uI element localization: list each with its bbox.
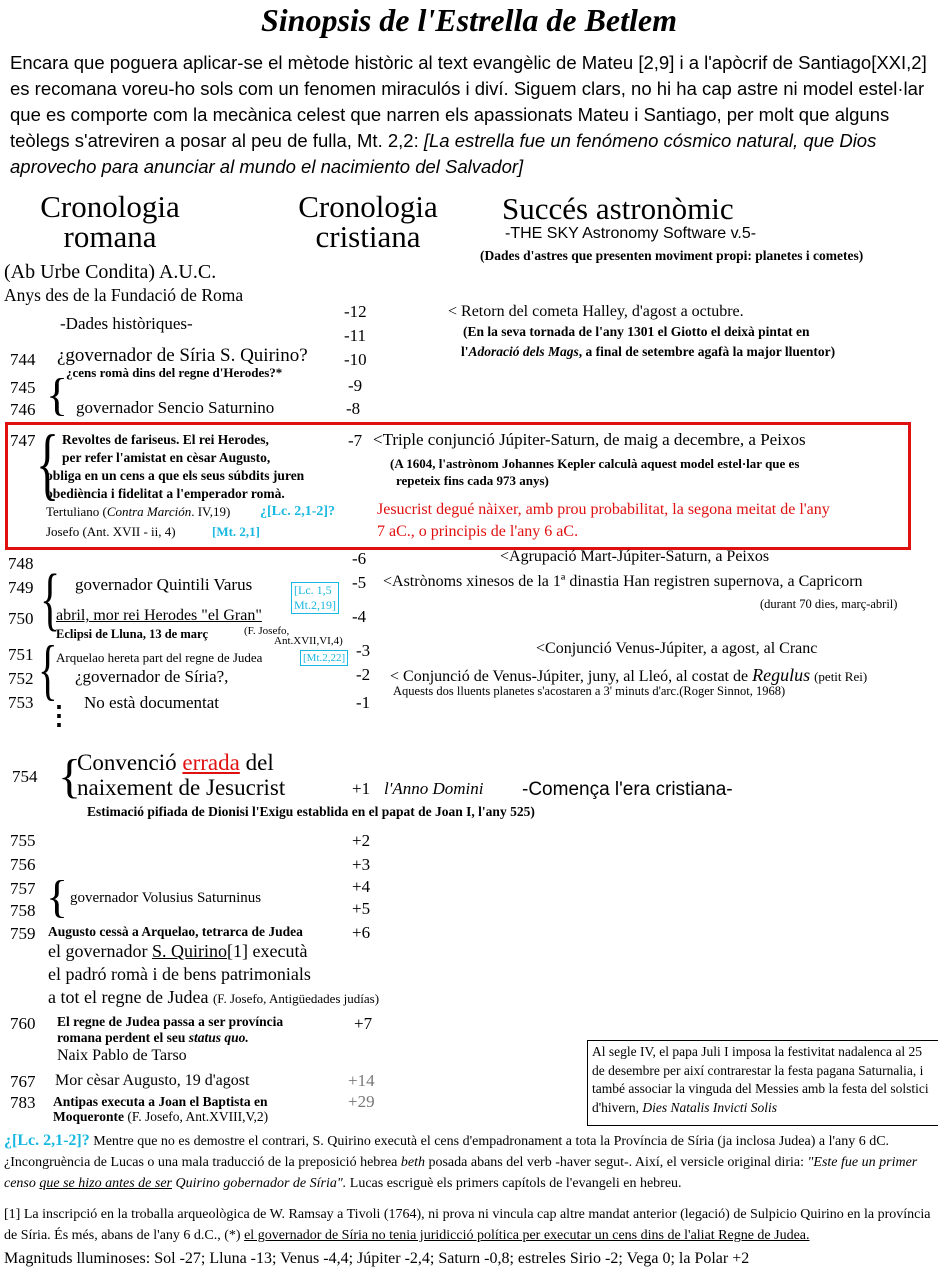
jesus-birth-note xyxy=(377,499,830,543)
intro-paragraph xyxy=(10,50,935,180)
year-c5: -5 xyxy=(352,573,367,592)
provincia-2b: status quo. xyxy=(188,1030,249,1045)
revoltes-line-2: per refer l'amistat en cèsar Augusto, xyxy=(62,450,271,465)
kepler-note-2: repeteix fins cada 973 anys) xyxy=(396,473,549,488)
year-p5: +5 xyxy=(352,899,371,918)
varus-label: governador Quintili Varus xyxy=(75,575,253,594)
year-751: 751 xyxy=(8,645,34,664)
lc-ref-question: ¿[Lc. 2,1-2]? xyxy=(260,504,336,519)
year-747: 747 xyxy=(10,431,36,450)
gov-quirino-a: el governador xyxy=(48,941,148,961)
convencio-a: Convenció xyxy=(77,750,177,775)
sencio-saturnino: governador Sencio Saturnino xyxy=(76,398,275,417)
year-c8: -8 xyxy=(346,399,361,418)
arquelao-cessa: Augusto cessà a Arquelao, tetrarca de Judea xyxy=(48,924,303,939)
era-cristiana: -Comença l'era cristiana- xyxy=(522,779,733,800)
astro-note: (Dades d'astres que presenten moviment propi: planetes i cometes) xyxy=(480,248,864,263)
halley-note-1: (En la seva tornada de l'any 1301 el Giotto el deixà pintat en xyxy=(463,324,810,339)
footer-quote-a: "Este fue un primer censo xyxy=(4,1155,918,1191)
year-c3: -3 xyxy=(356,641,371,660)
footer-beth: beth xyxy=(400,1155,425,1170)
dots-marker: ⋮ xyxy=(46,701,72,730)
footer-n1-star: (*) xyxy=(224,1228,241,1243)
footer-p1c: Lucas escriguè els primers capítols de l'evangeli en hebreu. xyxy=(349,1176,682,1191)
brace-757-758: { xyxy=(46,871,69,922)
revoltes-line-4: obediència i fidelitat a l'emperador romà. xyxy=(46,486,285,501)
eclipsi-label: Eclipsi de Lluna, 13 de març xyxy=(56,627,209,641)
provincia-2a: romana perdent el seu xyxy=(57,1030,186,1045)
year-746: 746 xyxy=(10,400,36,419)
petit-rei-label: (petit Rei) xyxy=(814,669,868,684)
christian-header xyxy=(288,189,448,254)
year-745: 745 xyxy=(10,378,36,397)
errada-label: errada xyxy=(182,750,240,775)
year-767: 767 xyxy=(10,1072,36,1091)
footer-lc-tag: ¿[Lc. 2,1-2]? xyxy=(4,1132,90,1149)
antipas-2a: Moqueronte xyxy=(53,1109,124,1124)
year-c10: -10 xyxy=(344,350,367,369)
jesus-birth-line-1: Jesucrist degué nàixer, amb prou probabilitat, la segona meitat de l'any xyxy=(377,501,830,518)
venus-jupiter-lleo xyxy=(390,665,867,686)
year-758: 758 xyxy=(10,901,36,920)
provincia-1: El regne de Judea passa a ser província xyxy=(57,1014,284,1029)
year-750: 750 xyxy=(8,609,34,628)
tertuliano-ref xyxy=(46,504,230,520)
year-p7: +7 xyxy=(354,1014,373,1033)
year-757: 757 xyxy=(10,879,36,898)
intro-text: Encara que poguera aplicar-se el mètode històric al text evangèlic de Mateu [2,9] i a l'apòcrif de Santiago[XXI,2] es recomana voreu-ho sols com un fenomen miraculós i diví. Siguem clars, no hi ha cap astre ni model estel·lar que es comporte com la mecànica celest que narren els apassionats Mateu i Santiago, per molt que alguns teòlegs s'atreviren a posar al peu de fulla, Mt. 2,2: xyxy=(10,52,927,151)
dionisi-note: Estimació pifiada de Dionisi l'Exigu establida en el papat de Joan I, l'any 525) xyxy=(87,804,535,819)
venus-jupiter-cranc: <Conjunció Venus-Júpiter, a agost, al Cranc xyxy=(536,640,818,657)
year-753: 753 xyxy=(8,693,34,712)
dades-label: -Dades històriques- xyxy=(60,314,193,333)
year-p4: +4 xyxy=(352,877,371,896)
year-759: 759 xyxy=(10,924,36,943)
josefo-ref: Josefo (Ant. XVII - ii, 4) xyxy=(46,524,176,539)
halley-note-2 xyxy=(461,344,835,360)
revoltes-text xyxy=(62,431,270,467)
footer-p1: Mentre que no es demostre el contrari, S. Quirino executà el cens d'empadronament a tota la Província de Síria (ja inclosa Judea) a l'any 6 dC. ¿Incongruència de Lucas o una mala traducció de la preposició hebrea xyxy=(4,1134,890,1170)
cens-question: ¿cens romà dins del regne d'Herodes?* xyxy=(66,365,283,380)
revoltes-line-1: Revoltes de fariseus. El rei Herodes, xyxy=(62,432,269,447)
footer-note-1 xyxy=(4,1204,934,1246)
year-755: 755 xyxy=(10,831,36,850)
year-748: 748 xyxy=(8,554,34,573)
year-752: 752 xyxy=(8,669,34,688)
software-label: -THE SKY Astronomy Software v.5- xyxy=(505,225,757,242)
xinesos-event: <Astrònoms xinesos de la 1ª dinastia Han registren supernova, a Capricorn xyxy=(383,573,863,590)
brace-748-750: { xyxy=(40,561,61,638)
quirino-question: ¿governador de Síria S. Quirino? xyxy=(57,345,308,366)
tertuliano-a: Tertuliano ( xyxy=(46,504,107,519)
footer-n1: [1] La inscripció en la troballa arqueològica de W. Ramsay a Tivoli (1764), ni prova ni vincula cap altre mandat anterior (legació) de Sulpicio Quirino en la província de Síria. És més, abans de l'any 6 d.C., xyxy=(4,1207,931,1243)
julius-box-latin: Dies Natalis Invicti Solis xyxy=(642,1099,778,1115)
gov-quirino-c: [1] executà xyxy=(226,941,308,961)
no-documentat: No està documentat xyxy=(84,693,220,712)
antipas-1: Antipas executa a Joan el Baptista en xyxy=(53,1094,268,1109)
gov-quirino xyxy=(48,941,307,962)
year-c7: -7 xyxy=(348,431,363,450)
roman-header xyxy=(30,189,190,254)
kepler-note-1: (A 1604, l'astrònom Johannes Kepler calculà aquest model estel·lar que es xyxy=(390,456,800,471)
convencio-b: del xyxy=(245,750,274,775)
mt21-ref: [Mt. 2,1] xyxy=(212,524,261,539)
page-title: Sinopsis de l'Estrella de Betlem xyxy=(260,2,677,38)
revoltes-line-3: obliga en un cens a que els seus súbdits juren xyxy=(46,468,305,483)
anno-domini: l'Anno Domini xyxy=(384,779,484,798)
convencio-label xyxy=(77,750,274,776)
gov-quirino-b: S. Quirino xyxy=(151,941,227,961)
lc15-mt219-ref xyxy=(291,582,339,614)
footer-quote-u: que se hizo antes de ser xyxy=(39,1176,172,1191)
magnituds-line: Magnituds lluminoses: Sol -27; Lluna -13; Venus -4,4; Júpiter -2,4; Saturn -0,8; estreles Sirio -2; Vega 0; la Polar +2 xyxy=(4,1250,750,1267)
antipas-2b: (F. Josefo, Ant.XVIII,V,2) xyxy=(127,1109,269,1124)
year-c11: -11 xyxy=(344,326,367,345)
naixement-label: naixement de Jesucrist xyxy=(77,775,286,800)
roman-header-line2: romana xyxy=(63,219,157,254)
year-c4: -4 xyxy=(352,607,367,626)
christian-header-line1: Cronologia xyxy=(298,189,438,224)
jesus-birth-line-2: 7 aC., o principis de l'any 6 aC. xyxy=(377,523,579,540)
year-783: 783 xyxy=(10,1093,36,1112)
year-760: 760 xyxy=(10,1014,36,1033)
intro-quote: [La estrella fue un fenómeno cósmico natural, que Dios aprovecho para anunciar al mundo el nacimiento del Salvador] xyxy=(10,130,877,177)
year-p6: +6 xyxy=(352,923,371,942)
year-p29: +29 xyxy=(348,1092,375,1111)
footer-n1-underlined: el governador de Síria no tenia juridicció política per executar un cens dins de l'aliat Regne de Judea. xyxy=(244,1228,810,1243)
lc15-ref: [Lc. 1,5 xyxy=(294,583,332,597)
footer-quote-b: Quirino gobernador de Síria". xyxy=(175,1176,347,1191)
antxvii-ref: Ant.XVII,VI,4) xyxy=(274,635,343,647)
brace-747: { xyxy=(36,420,60,508)
year-c12: -12 xyxy=(344,302,367,321)
herodes-death: abril, mor rei Herodes "el Gran" xyxy=(56,607,262,624)
padro-label: el padró romà i de bens patrimonials xyxy=(48,964,311,984)
quirino-question-2: ¿governador de Síria?, xyxy=(75,667,229,686)
year-p2: +2 xyxy=(352,831,371,850)
regne-text: a tot el regne de Judea xyxy=(48,987,209,1007)
venus-jupiter-lleo-text: < Conjunció de Venus-Júpiter, juny, al Lleó, al costat de xyxy=(390,668,749,685)
year-p3: +3 xyxy=(352,855,371,874)
footer-lc-paragraph xyxy=(4,1130,934,1194)
year-c1: -1 xyxy=(356,693,371,712)
augusto-death: Mor cèsar Augusto, 19 d'agost xyxy=(55,1072,250,1089)
provincia-2 xyxy=(57,1030,249,1046)
footer-p1b: posada abans del verb -haver segut-. Així, el versicle original diria: xyxy=(428,1155,805,1170)
julius-box xyxy=(587,1040,938,1126)
agrupacio-event: <Agrupació Mart-Júpiter-Saturn, a Peixos xyxy=(500,548,770,565)
volusius-label: governador Volusius Saturninus xyxy=(70,890,262,906)
brace-751-753: { xyxy=(38,631,58,707)
xinesos-note: (durant 70 dies, març-abril) xyxy=(760,597,898,611)
astro-header: Succés astronòmic xyxy=(502,191,734,226)
triple-conjunction: <Triple conjunció Júpiter-Saturn, de maig a decembre, a Peixos xyxy=(373,430,806,449)
halley-note-2a: l' xyxy=(461,344,469,359)
tertuliano-c: . IV,19) xyxy=(191,504,231,519)
arquelao-label: Arquelao hereta part del regne de Judea xyxy=(56,650,263,665)
antipas-2 xyxy=(53,1109,268,1125)
year-c2: -2 xyxy=(356,665,371,684)
year-749: 749 xyxy=(8,578,34,597)
year-756: 756 xyxy=(10,855,36,874)
fjosefo-ref: (F. Josefo, xyxy=(244,625,290,637)
year-744: 744 xyxy=(10,350,36,369)
pablo-label: Naix Pablo de Tarso xyxy=(57,1047,187,1064)
halley-note-2c: , a final de setembre agafà la major lluentor) xyxy=(578,344,836,359)
brace-754: { xyxy=(58,750,82,803)
brace-745-746: { xyxy=(46,369,69,420)
auc-label: (Ab Urbe Condita) A.U.C. xyxy=(4,261,217,283)
halley-note-2b: Adoració dels Mags xyxy=(468,344,579,359)
year-754: 754 xyxy=(12,767,38,786)
mt219-ref: Mt.2,19] xyxy=(294,598,336,612)
julius-box-text: Al segle IV, el papa Juli I imposa la festivitat nadalenca al 25 de desembre per així contrarestar la festa pagana Saturnalia, i també associar la vinguda del Messies amb la festa del solstici d'hivern, xyxy=(592,1044,929,1115)
christian-header-line2: cristiana xyxy=(315,219,421,254)
year-p14: +14 xyxy=(348,1071,375,1090)
year-p1: +1 xyxy=(352,779,371,798)
anys-label: Anys des de la Fundació de Roma xyxy=(4,285,244,305)
roman-header-line1: Cronologia xyxy=(40,189,180,224)
regulus-label: Regulus xyxy=(752,665,811,685)
year-c9: -9 xyxy=(348,376,363,395)
year-c6: -6 xyxy=(352,549,367,568)
tertuliano-b: Contra Marción xyxy=(106,504,192,519)
halley-event: < Retorn del cometa Halley, d'agost a octubre. xyxy=(448,303,744,320)
mt222-ref: [Mt.2,22] xyxy=(300,650,348,666)
sinnot-note: Aquests dos lluents planetes s'acostaren a 3' minuts d'arc.(Roger Sinnot, 1968) xyxy=(393,684,786,698)
regne-label xyxy=(48,987,379,1008)
revoltes-text-2 xyxy=(46,467,304,503)
regne-source: (F. Josefo, Antigüedades judías) xyxy=(212,991,380,1006)
